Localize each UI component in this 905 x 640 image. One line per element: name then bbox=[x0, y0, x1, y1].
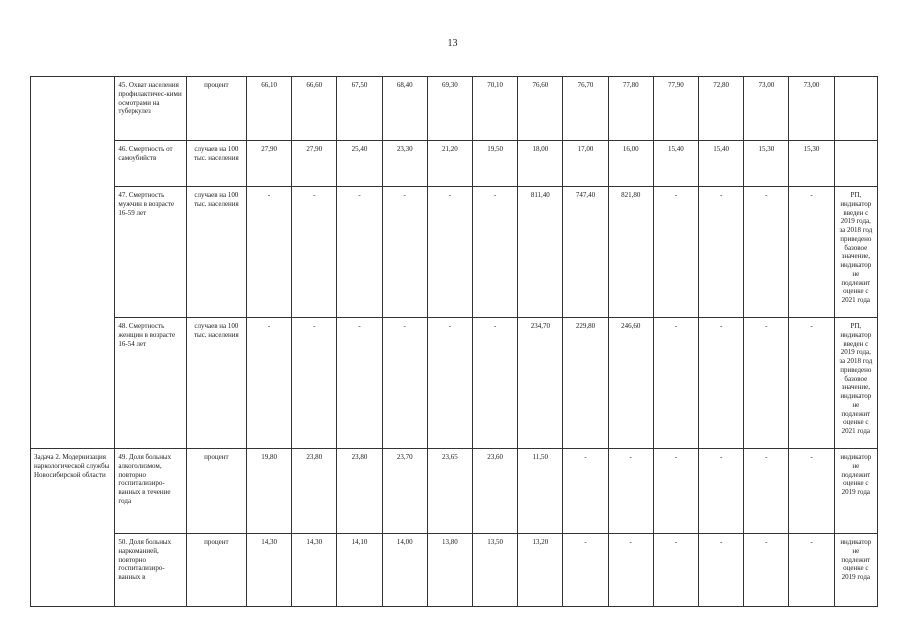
value-cell: 73,00 bbox=[789, 77, 834, 141]
value-cell: 23,65 bbox=[427, 449, 472, 534]
value-cell: 234,70 bbox=[518, 318, 563, 449]
value-cell: - bbox=[699, 449, 744, 534]
value-cell: - bbox=[699, 187, 744, 318]
value-cell: 66,60 bbox=[292, 77, 337, 141]
unit-cell: случаев на 100 тыс. населения bbox=[186, 141, 246, 187]
task-cell: Задача 2. Модернизация наркологической службы Новосибирской области bbox=[31, 449, 115, 607]
value-cell: - bbox=[427, 318, 472, 449]
value-cell: 23,80 bbox=[337, 449, 382, 534]
value-cell: 76,70 bbox=[563, 77, 608, 141]
value-cell: 23,80 bbox=[292, 449, 337, 534]
value-cell: 13,20 bbox=[518, 534, 563, 607]
value-cell: 16,00 bbox=[608, 141, 653, 187]
value-cell: 69,30 bbox=[427, 77, 472, 141]
value-cell: - bbox=[563, 449, 608, 534]
value-cell: 23,70 bbox=[382, 449, 427, 534]
value-cell: 14,00 bbox=[382, 534, 427, 607]
note-cell: индикатор не подлежит оценке с 2019 года bbox=[834, 449, 877, 534]
unit-cell: процент bbox=[186, 449, 246, 534]
table-row bbox=[31, 77, 878, 141]
value-cell: 19,50 bbox=[473, 141, 518, 187]
unit-cell: случаев на 100 тыс. населения bbox=[186, 187, 246, 318]
value-cell: - bbox=[789, 318, 834, 449]
unit-cell: процент bbox=[186, 534, 246, 607]
note-cell: РП, индикатор введен с 2019 года, за 2018 год приведено базовое значение, индикатор не подлежит оценке с 2021 года bbox=[834, 318, 877, 449]
value-cell: 246,60 bbox=[608, 318, 653, 449]
value-cell: - bbox=[247, 187, 292, 318]
value-cell: 76,60 bbox=[518, 77, 563, 141]
value-cell: 13,50 bbox=[473, 534, 518, 607]
value-cell: 18,00 bbox=[518, 141, 563, 187]
value-cell: 70,10 bbox=[473, 77, 518, 141]
task-cell bbox=[31, 77, 115, 449]
value-cell: - bbox=[653, 318, 698, 449]
value-cell: 821,80 bbox=[608, 187, 653, 318]
value-cell: - bbox=[473, 187, 518, 318]
note-cell: РП, индикатор введен с 2019 года, за 2018 год приведено базовое значение, индикатор не подлежит оценке с 2021 года bbox=[834, 187, 877, 318]
indicator-cell: 45. Охват населения профилактичес-кими осмотрами на туберкулез bbox=[115, 77, 186, 141]
value-cell: - bbox=[744, 187, 789, 318]
value-cell: - bbox=[699, 318, 744, 449]
page-number: 13 bbox=[447, 38, 458, 49]
value-cell: 77,90 bbox=[653, 77, 698, 141]
value-cell: - bbox=[292, 187, 337, 318]
value-cell: - bbox=[473, 318, 518, 449]
value-cell: 14,30 bbox=[247, 534, 292, 607]
value-cell: 23,60 bbox=[473, 449, 518, 534]
indicators-table bbox=[30, 76, 878, 607]
value-cell: - bbox=[789, 449, 834, 534]
table-row bbox=[31, 449, 878, 534]
value-cell: 68,40 bbox=[382, 77, 427, 141]
table-row bbox=[31, 534, 878, 607]
value-cell: 229,80 bbox=[563, 318, 608, 449]
value-cell: 15,40 bbox=[699, 141, 744, 187]
value-cell: - bbox=[744, 449, 789, 534]
value-cell: - bbox=[337, 318, 382, 449]
value-cell: 15,30 bbox=[744, 141, 789, 187]
indicator-cell: 47. Смертность мужчин в возрасте 16-59 лет bbox=[115, 187, 186, 318]
value-cell: - bbox=[653, 449, 698, 534]
value-cell: 15,40 bbox=[653, 141, 698, 187]
indicator-cell: 50. Доля больных наркоманией, повторно госпитализиро-ванных в bbox=[115, 534, 186, 607]
value-cell: 11,50 bbox=[518, 449, 563, 534]
value-cell: 73,00 bbox=[744, 77, 789, 141]
value-cell: 14,30 bbox=[292, 534, 337, 607]
value-cell: 811,40 bbox=[518, 187, 563, 318]
value-cell: - bbox=[608, 449, 653, 534]
value-cell: 77,80 bbox=[608, 77, 653, 141]
value-cell: - bbox=[653, 187, 698, 318]
value-cell: - bbox=[699, 534, 744, 607]
value-cell: - bbox=[744, 534, 789, 607]
value-cell: 27,90 bbox=[247, 141, 292, 187]
value-cell: 13,80 bbox=[427, 534, 472, 607]
value-cell: 23,30 bbox=[382, 141, 427, 187]
indicator-cell: 46. Смертность от самоубийств bbox=[115, 141, 186, 187]
value-cell: - bbox=[789, 187, 834, 318]
table-row bbox=[31, 318, 878, 449]
indicator-cell: 48. Смертность женщин в возрасте 16-54 лет bbox=[115, 318, 186, 449]
value-cell: 19,80 bbox=[247, 449, 292, 534]
value-cell: - bbox=[427, 187, 472, 318]
note-cell bbox=[834, 141, 877, 187]
table-row bbox=[31, 141, 878, 187]
value-cell: - bbox=[337, 187, 382, 318]
value-cell: - bbox=[382, 187, 427, 318]
value-cell: - bbox=[247, 318, 292, 449]
value-cell: 27,90 bbox=[292, 141, 337, 187]
value-cell: - bbox=[563, 534, 608, 607]
value-cell: - bbox=[382, 318, 427, 449]
value-cell: - bbox=[789, 534, 834, 607]
table-row bbox=[31, 187, 878, 318]
value-cell: 25,40 bbox=[337, 141, 382, 187]
value-cell: 17,00 bbox=[563, 141, 608, 187]
value-cell: 15,30 bbox=[789, 141, 834, 187]
unit-cell: случаев на 100 тыс. населения bbox=[186, 318, 246, 449]
value-cell: - bbox=[608, 534, 653, 607]
note-cell bbox=[834, 77, 877, 141]
note-cell: индикатор не подлежит оценке с 2019 года bbox=[834, 534, 877, 607]
indicator-cell: 49. Доля больных алкоголизмом, повторно госпитализиро-ванных в течение года bbox=[115, 449, 186, 534]
value-cell: - bbox=[292, 318, 337, 449]
value-cell: 21,20 bbox=[427, 141, 472, 187]
value-cell: - bbox=[653, 534, 698, 607]
value-cell: 72,80 bbox=[699, 77, 744, 141]
value-cell: - bbox=[744, 318, 789, 449]
value-cell: 14,10 bbox=[337, 534, 382, 607]
value-cell: 67,50 bbox=[337, 77, 382, 141]
value-cell: 747,40 bbox=[563, 187, 608, 318]
table-body bbox=[31, 77, 878, 607]
value-cell: 66,10 bbox=[247, 77, 292, 141]
unit-cell: процент bbox=[186, 77, 246, 141]
